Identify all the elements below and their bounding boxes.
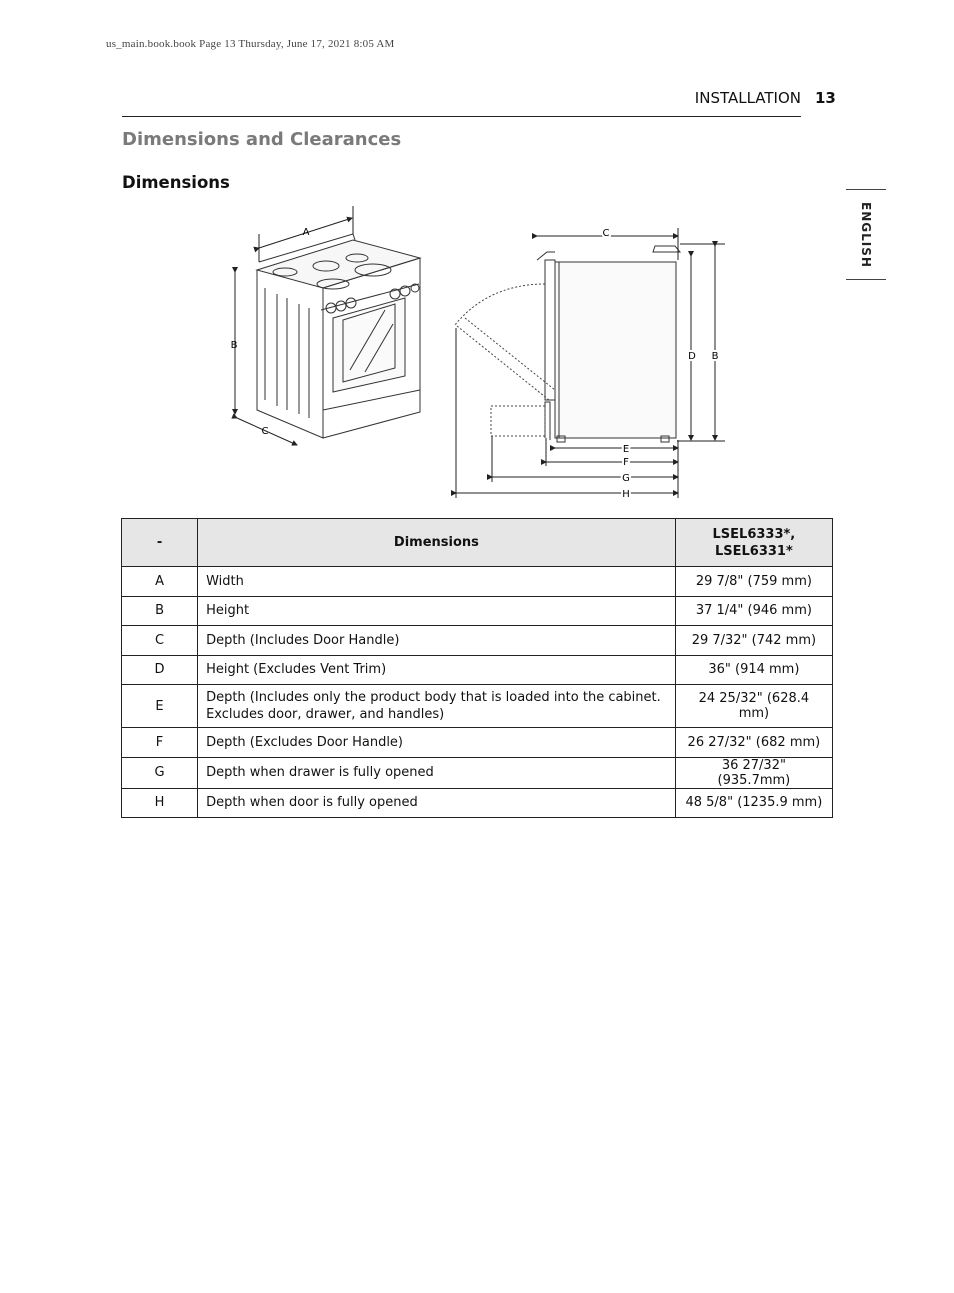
row-label: Depth when drawer is fully opened xyxy=(198,757,676,788)
side-label-b: B xyxy=(711,351,719,362)
row-key: B xyxy=(122,596,198,626)
header-key: - xyxy=(122,519,198,567)
row-value: 29 7/8" (759 mm) xyxy=(675,567,832,597)
row-value: 29 7/32" (742 mm) xyxy=(675,626,832,656)
dimensions-diagram xyxy=(225,200,735,505)
side-view-range xyxy=(537,246,680,442)
header-section-name: INSTALLATION xyxy=(694,89,801,107)
header-page-number: 13 xyxy=(815,89,836,107)
table-row xyxy=(122,757,833,788)
table-row xyxy=(122,685,833,728)
row-label-line2: Excludes door, drawer, and handles) xyxy=(206,707,445,722)
side-label-f: F xyxy=(623,457,629,468)
side-door-swing xyxy=(455,284,555,436)
table-row xyxy=(122,728,833,758)
table-row xyxy=(122,626,833,656)
side-label-c: C xyxy=(602,228,610,239)
front-view-range xyxy=(257,234,420,438)
row-value: 36 27/32" (935.7mm) xyxy=(675,757,832,788)
table-row xyxy=(122,567,833,597)
row-key: E xyxy=(122,685,198,728)
row-label: Depth when door is fully opened xyxy=(198,788,676,818)
print-meta-line: us_main.book.book Page 13 Thursday, June 17, 2021 8:05 AM xyxy=(106,38,395,50)
section-title: Dimensions and Clearances xyxy=(122,129,402,150)
row-label: Height (Excludes Vent Trim) xyxy=(198,655,676,685)
front-label-b: B xyxy=(230,340,238,351)
side-label-e: E xyxy=(622,444,630,455)
row-label-multiline xyxy=(198,685,676,728)
row-label: Depth (Includes Door Handle) xyxy=(198,626,676,656)
dimensions-table xyxy=(121,518,833,818)
front-label-c: C xyxy=(261,426,269,437)
row-key: G xyxy=(122,757,198,788)
side-label-h: H xyxy=(622,489,630,500)
row-value: 36" (914 mm) xyxy=(675,655,832,685)
row-value: 48 5/8" (1235.9 mm) xyxy=(675,788,832,818)
front-label-a: A xyxy=(302,227,310,238)
row-key: H xyxy=(122,788,198,818)
table-row xyxy=(122,596,833,626)
header-model-line2: LSEL6331* xyxy=(714,543,793,559)
table-row xyxy=(122,788,833,818)
table-header-row xyxy=(122,519,833,567)
row-value: 26 27/32" (682 mm) xyxy=(675,728,832,758)
header-models xyxy=(675,519,832,567)
row-key: D xyxy=(122,655,198,685)
language-tab xyxy=(846,189,886,280)
header-rule xyxy=(122,116,801,117)
table-row xyxy=(122,655,833,685)
language-tab-label: ENGLISH xyxy=(859,201,873,268)
side-label-g: G xyxy=(622,473,630,484)
subsection-title: Dimensions xyxy=(122,173,230,192)
header-dimensions: Dimensions xyxy=(198,519,676,567)
row-label: Depth (Includes only the product body that is loaded into the cabinet. xyxy=(206,690,661,705)
row-value: 37 1/4" (946 mm) xyxy=(675,596,832,626)
header-model-line1: LSEL6333*, xyxy=(712,526,796,542)
row-label: Width xyxy=(198,567,676,597)
row-key: C xyxy=(122,626,198,656)
row-key: A xyxy=(122,567,198,597)
row-key: F xyxy=(122,728,198,758)
side-label-d: D xyxy=(688,351,696,362)
row-value: 24 25/32" (628.4 mm) xyxy=(675,685,832,728)
row-label: Depth (Excludes Door Handle) xyxy=(198,728,676,758)
row-label: Height xyxy=(198,596,676,626)
